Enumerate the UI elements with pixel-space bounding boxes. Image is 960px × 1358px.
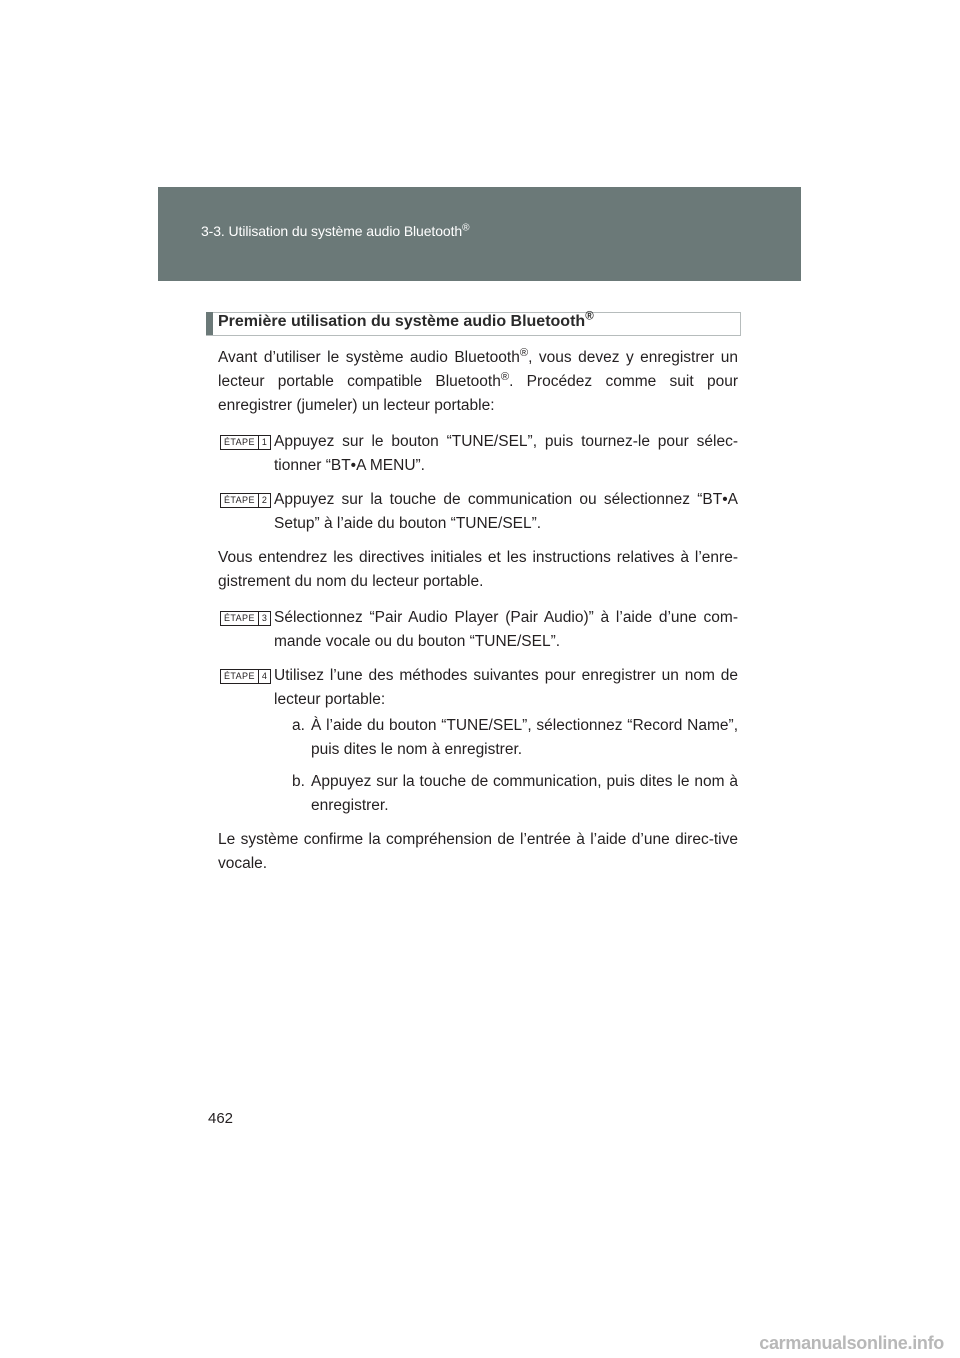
step-badge-number: 4 <box>258 670 270 683</box>
sub-item-marker: b. <box>292 773 305 790</box>
step-badge-label: ÉTAPE <box>224 437 255 447</box>
section-heading <box>218 310 594 331</box>
sub-item-text: Appuyez sur la touche de communication, puis dites le nom à enregistrer. <box>311 773 738 814</box>
step-1 <box>218 430 738 478</box>
step-badge <box>220 493 271 508</box>
registered-mark: ® <box>500 370 510 383</box>
step-badge-number: 3 <box>258 612 270 625</box>
section-heading-bar <box>206 312 213 335</box>
step-3 <box>218 606 738 654</box>
step-4 <box>218 664 738 818</box>
intro-text-3: . Procédez comme suit pour enregistrer (jumeler) un lecteur portable: <box>218 373 738 414</box>
step-badge <box>220 611 271 626</box>
step-badge-label: ÉTAPE <box>224 495 255 505</box>
step-badge-label: ÉTAPE <box>224 613 255 623</box>
step-badge-label: ÉTAPE <box>224 671 255 681</box>
step-text: Appuyez sur le bouton “TUNE/SEL”, puis tournez-le pour sélec-tionner “BT•A MENU”. <box>274 433 738 474</box>
registered-mark: ® <box>462 222 470 234</box>
section-heading-text: Première utilisation du système audio Bluetooth <box>218 313 586 330</box>
intro-paragraph <box>218 346 738 418</box>
chapter-title <box>201 223 469 239</box>
sub-item-marker: a. <box>292 717 305 734</box>
page-number: 462 <box>208 1110 234 1127</box>
step-badge-number: 2 <box>258 494 270 507</box>
watermark: carmanualsonline.info <box>759 1333 944 1353</box>
sub-list <box>292 714 738 818</box>
step-text: Appuyez sur la touche de communication ou sélectionnez “BT•A Setup” à l’aide du bouton “TUNE/SEL”. <box>274 491 738 532</box>
sub-item-b <box>292 770 738 818</box>
intro-text-2: , vous devez y enregistrer un lecteur portable compatible Bluetooth <box>218 349 738 390</box>
registered-mark: ® <box>585 310 594 323</box>
mid-note: Vous entendrez les directives initiales et les instructions relatives à l’enre-gistrement du nom du lecteur portable. <box>218 549 738 590</box>
step-badge <box>220 669 271 684</box>
main-content <box>218 346 738 888</box>
step-badge <box>220 435 271 450</box>
intro-text-1: Avant d’utiliser le système audio Bluetooth <box>218 349 520 366</box>
step-text: Utilisez l’une des méthodes suivantes pour enregistrer un nom de lecteur portable: <box>274 667 738 708</box>
registered-mark: ® <box>519 346 529 359</box>
step-text: Sélectionnez “Pair Audio Player (Pair Audio)” à l’aide d’une com-mande vocale ou du bouton “TUNE/SEL”. <box>274 609 738 650</box>
step-badge-number: 1 <box>258 436 270 449</box>
closing-note: Le système confirme la compréhension de l’entrée à l’aide d’une direc-tive vocale. <box>218 831 738 872</box>
sub-item-text: À l’aide du bouton “TUNE/SEL”, sélectionnez “Record Name”, puis dites le nom à enregistrer. <box>311 717 738 758</box>
sub-item-a <box>292 714 738 762</box>
chapter-title-text: 3-3. Utilisation du système audio Bluetooth <box>201 223 463 239</box>
step-2 <box>218 488 738 536</box>
